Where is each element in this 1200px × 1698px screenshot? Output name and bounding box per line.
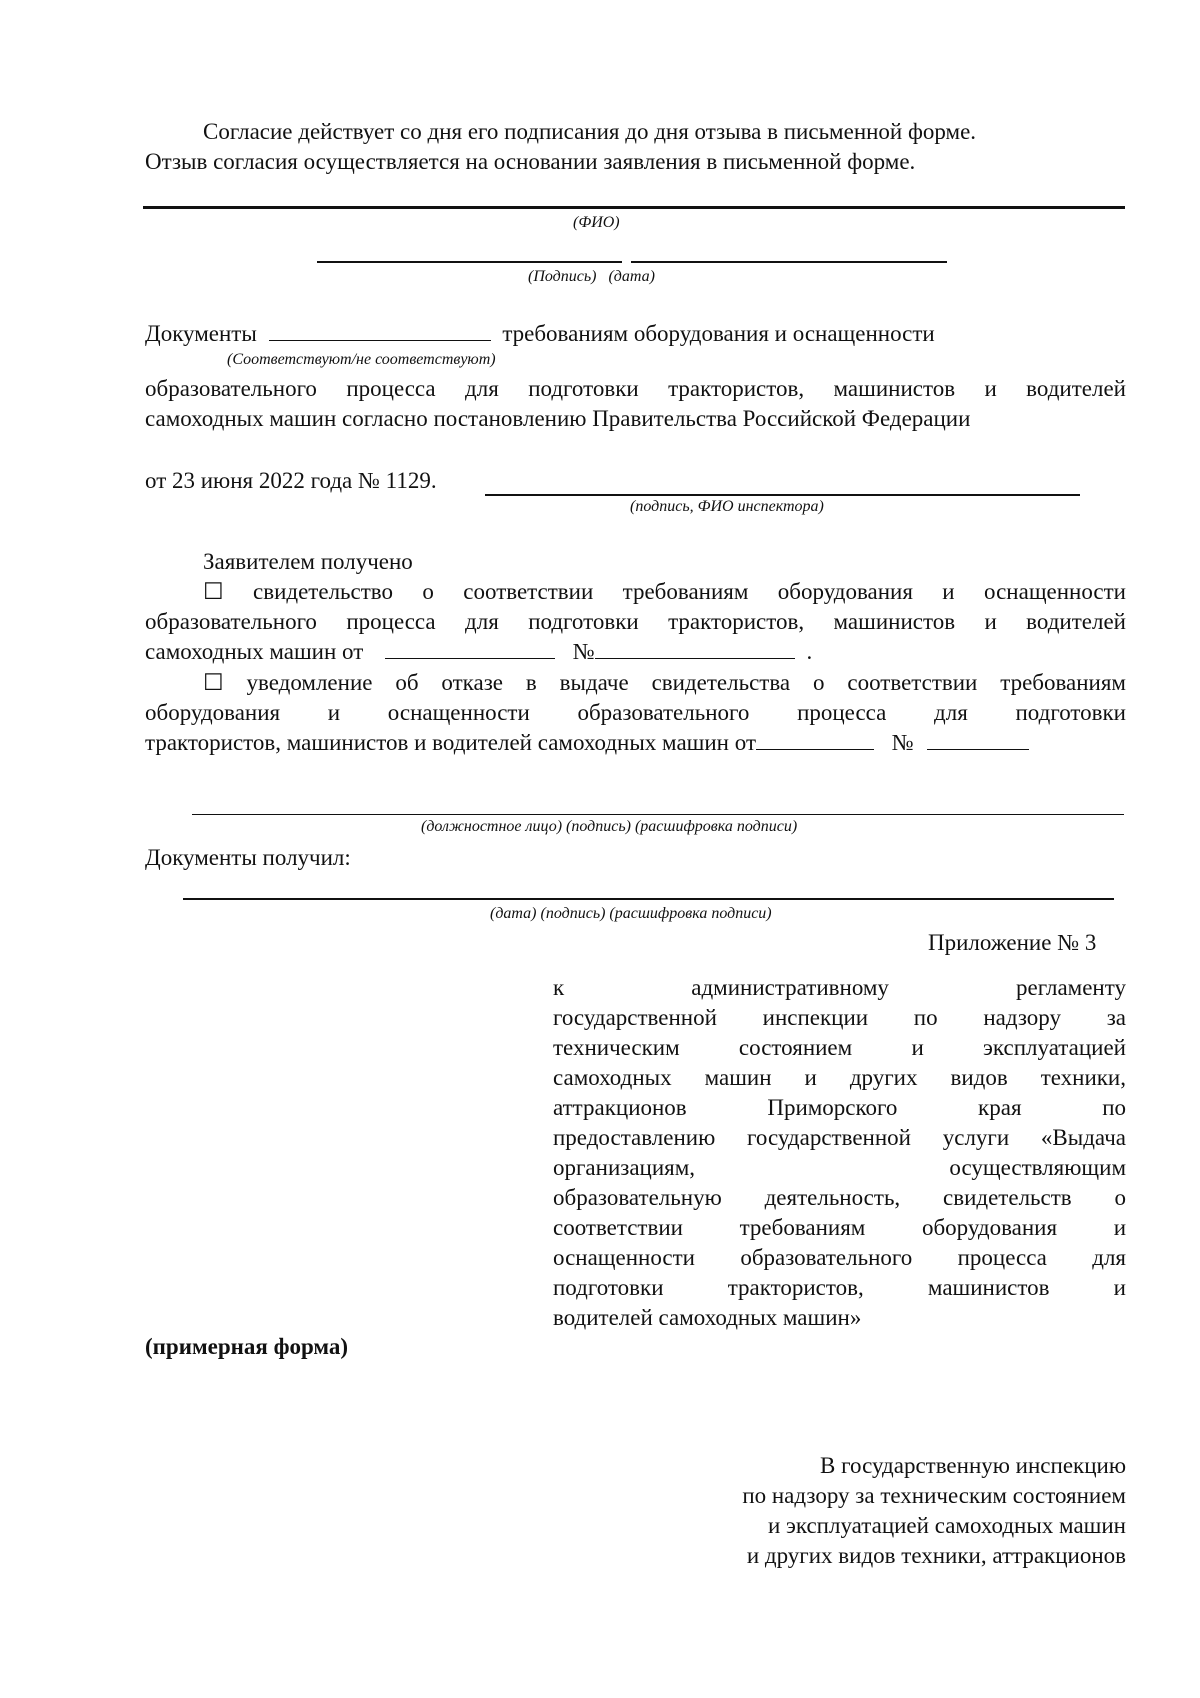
certificate-number-blank[interactable] — [595, 638, 795, 659]
certificate-date-blank[interactable] — [385, 638, 555, 659]
addressee-line: В государственную инспекцию — [820, 1453, 1126, 1478]
signature-line — [317, 261, 622, 263]
addressee-line: и эксплуатацией самоходных машин — [767, 1513, 1126, 1538]
sample-form-label: (примерная форма) — [145, 1334, 349, 1359]
fio-caption: (ФИО) — [573, 214, 620, 231]
addressee-line: по надзору за техническим состоянием — [742, 1483, 1126, 1508]
appendix-line: техническим состоянием и эксплуатацией — [553, 1035, 1126, 1060]
conformity-blank[interactable] — [269, 320, 491, 341]
appendix-line: образовательную деятельность, свидетельств о — [553, 1185, 1126, 1210]
refusal-date-blank[interactable] — [756, 729, 874, 750]
certificate-option-line-3 — [145, 637, 812, 667]
received-line — [183, 898, 1114, 900]
appendix-line: водителей самоходных машин» — [553, 1305, 862, 1330]
appendix-line: к административному регламенту — [553, 975, 1126, 1000]
fio-line — [143, 206, 1125, 209]
certificate-period: . — [806, 639, 813, 664]
consent-line-2: Отзыв согласия осуществляется на основании заявления в письменной форме. — [145, 149, 916, 174]
certificate-option-line-2: образовательного процесса для подготовки трактористов, машинистов и водителей — [145, 609, 1126, 634]
documents-line-4: от 23 июня 2022 года № 1129. — [145, 468, 437, 493]
consent-line-1: Согласие действует со дня его подписания до дня отзыва в письменной форме. — [203, 119, 977, 144]
appendix-title: Приложение № 3 — [928, 930, 1097, 955]
refusal-option-line-1[interactable]: ☐ уведомление об отказе в выдаче свидетельства о соответствии требованиям — [203, 670, 1126, 695]
refusal-option-line-3 — [145, 728, 1029, 758]
appendix-line: самоходных машин и других видов техники, — [553, 1065, 1126, 1090]
certificate-from-label: самоходных машин от — [145, 639, 364, 664]
documents-requirements: требованиям оборудования и оснащенности — [502, 321, 935, 346]
conformity-caption: (Соответствуют/не соответствуют) — [227, 351, 496, 368]
official-caption: (должностное лицо) (подпись) (расшифровка подписи) — [421, 818, 798, 835]
date-line — [631, 261, 947, 263]
refusal-number-blank[interactable] — [927, 729, 1029, 750]
appendix-line: аттракционов Приморского края по — [553, 1095, 1126, 1120]
documents-line-1 — [145, 319, 935, 349]
certificate-number-sign: № — [572, 639, 595, 664]
inspector-caption: (подпись, ФИО инспектора) — [630, 498, 824, 515]
appendix-line: соответствии требованиям оборудования и — [553, 1215, 1126, 1240]
appendix-line: подготовки трактористов, машинистов и — [553, 1275, 1126, 1300]
documents-received-label: Документы получил: — [145, 845, 351, 870]
appendix-text — [553, 973, 1126, 1333]
refusal-option-line-2: оборудования и оснащенности образовательного процесса для подготовки — [145, 700, 1126, 725]
appendix-line: оснащенности образовательного процесса для — [553, 1245, 1126, 1270]
appendix-line: организациям, осуществляющим — [553, 1155, 1126, 1180]
addressee-block — [742, 1451, 1126, 1571]
appendix-line: государственной инспекции по надзору за — [553, 1005, 1126, 1030]
certificate-option-line-1[interactable]: ☐ свидетельство о соответствии требованиям оборудования и оснащенности — [203, 579, 1126, 604]
received-heading: Заявителем получено — [203, 549, 413, 574]
appendix-line: предоставлению государственной услуги «Выдача — [553, 1125, 1126, 1150]
documents-line-3: самоходных машин согласно постановлению Правительства Российской Федерации — [145, 406, 971, 431]
received-caption: (дата) (подпись) (расшифровка подписи) — [490, 905, 772, 922]
refusal-number-sign: № — [891, 730, 914, 755]
refusal-from-label: трактористов, машинистов и водителей самоходных машин от — [145, 730, 756, 755]
official-line — [192, 814, 1124, 815]
documents-line-2: образовательного процесса для подготовки трактористов, машинистов и водителей — [145, 376, 1126, 401]
signature-date-caption: (Подпись) (дата) — [528, 268, 655, 285]
inspector-line — [485, 494, 1080, 496]
documents-start: Документы — [145, 321, 257, 346]
addressee-line: и других видов техники, аттракционов — [746, 1543, 1126, 1568]
